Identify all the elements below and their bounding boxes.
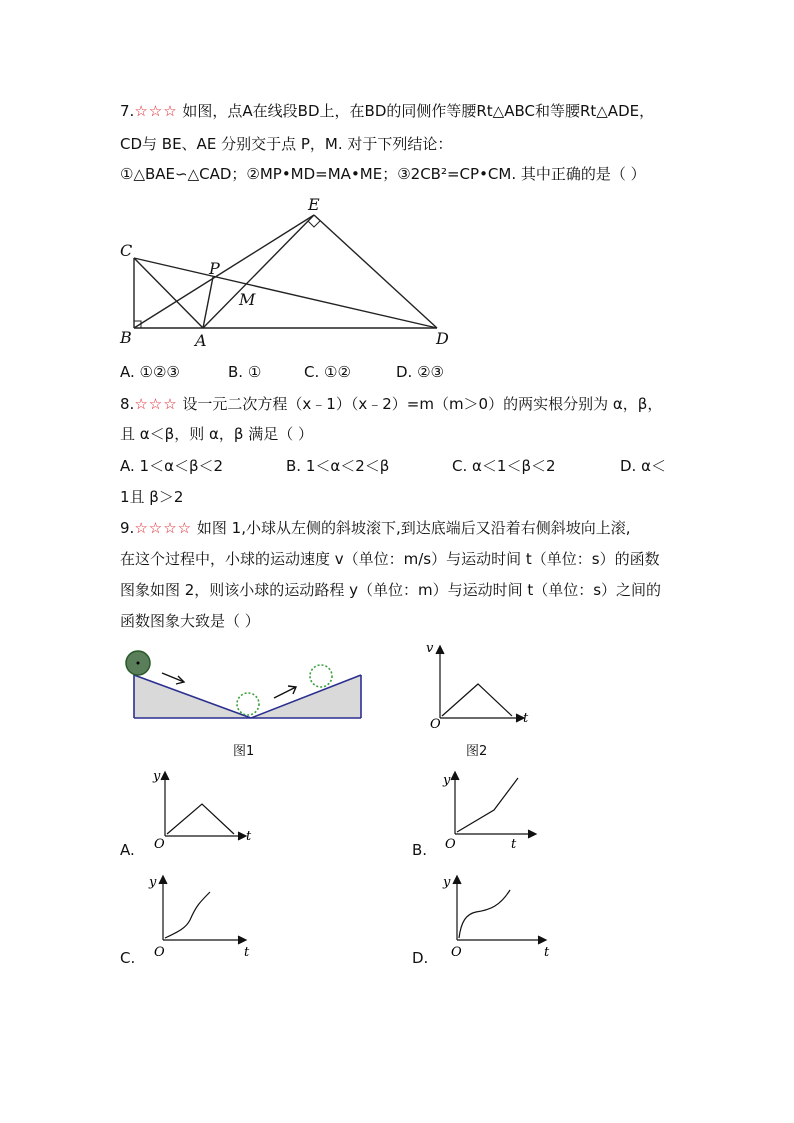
q9-number: 9. <box>120 519 135 537</box>
label-p: P <box>209 259 220 278</box>
q7-number: 7. <box>120 102 135 120</box>
q9-option-b[interactable]: B. <box>412 841 428 859</box>
q9-option-c[interactable]: C. <box>120 949 136 967</box>
q7-text-line1: 如图，点A在线段BD上，在BD的同侧作等腰Rt△ABC和等腰Rt△ADE， <box>177 102 655 120</box>
axis-v-label: v <box>426 641 434 656</box>
q9-difficulty-stars: ☆☆☆☆ <box>134 519 193 537</box>
q8-option-b[interactable]: B. 1＜α＜2＜β <box>286 457 390 475</box>
q9-figure2-vt-graph <box>420 640 540 730</box>
q9-figure1-slopes <box>120 645 370 725</box>
option-b-curve <box>457 778 518 832</box>
axis-t-label: t <box>523 711 529 726</box>
q7-difficulty-stars: ☆☆☆ <box>134 102 178 120</box>
origin-label: O <box>445 837 456 852</box>
label-d: D <box>436 329 449 348</box>
q9-option-c-graph[interactable] <box>148 870 263 960</box>
q9-fig1-caption: 图1 <box>233 744 255 759</box>
q8-option-c[interactable]: C. α＜1＜β＜2 <box>452 457 556 475</box>
axis-t-label: t <box>544 945 550 960</box>
axis-t-label: t <box>246 829 252 844</box>
q9-text-line1: 如图 1,小球从左侧的斜坡滚下,到达底端后又沿着右侧斜坡向上滚, <box>192 519 631 537</box>
q8-option-d-continued: 1且 β＞2 <box>120 488 184 506</box>
segment-cd <box>134 258 437 328</box>
q9-line4: 函数图象大致是（ ） <box>120 612 260 630</box>
label-c: C <box>120 241 133 260</box>
q7-option-c[interactable]: C. ①② <box>304 363 351 381</box>
ball-bottom-dashed <box>237 693 259 715</box>
q9-option-a[interactable]: A. <box>120 841 135 859</box>
segment-ca <box>134 258 203 328</box>
q9-line2: 在这个过程中，小球的运动速度 v（单位：m/s）与运动时间 t（单位：s）的函数 <box>120 550 660 568</box>
label-a: A <box>195 331 207 350</box>
q9-option-d-graph[interactable] <box>440 870 560 960</box>
q9-option-d[interactable]: D. <box>412 949 429 967</box>
q7-line3: ①△BAE∽△CAD；②MP•MD=MA•ME；③2CB²=CP•CM. 其中正确的是（ ） <box>120 165 646 183</box>
q7-option-b[interactable]: B. ① <box>228 363 262 381</box>
q7-option-d[interactable]: D. ②③ <box>396 363 444 381</box>
q9-line1 <box>120 518 631 538</box>
axis-t-label: t <box>244 945 250 960</box>
q7-geometry-figure <box>110 190 460 350</box>
axis-y-label: y <box>443 875 451 890</box>
right-angle-mark-e <box>308 221 320 227</box>
arrow-up-icon <box>274 687 296 698</box>
arrow-down-icon <box>162 673 184 682</box>
q8-text-line1: 设一元二次方程（x﹣1）（x﹣2）=m（m＞0）的两实根分别为 α，β， <box>177 395 663 413</box>
q7-line1 <box>120 101 654 121</box>
segment-ed <box>314 215 437 328</box>
label-m: M <box>239 290 256 309</box>
q8-option-a[interactable]: A. 1＜α＜β＜2 <box>120 457 224 475</box>
label-e: E <box>308 195 320 214</box>
q8-option-d[interactable]: D. α＜ <box>620 457 666 475</box>
origin-label: O <box>154 837 165 852</box>
option-a-curve <box>167 804 234 834</box>
axis-y-label: y <box>149 875 157 890</box>
segment-ap <box>203 277 213 328</box>
q8-difficulty-stars: ☆☆☆ <box>134 395 178 413</box>
origin-label: O <box>154 945 165 960</box>
origin-label: O <box>451 945 462 960</box>
q8-number: 8. <box>120 395 135 413</box>
axis-y-label: y <box>443 773 451 788</box>
label-b: B <box>120 328 132 347</box>
q9-option-b-graph[interactable] <box>440 768 555 853</box>
q8-line2: 且 α＜β，则 α，β 满足（ ） <box>120 425 313 443</box>
ball-right-dashed <box>310 665 332 687</box>
origin-label: O <box>430 717 441 730</box>
q9-fig2-caption: 图2 <box>466 744 488 759</box>
q7-line2: CD与 BE、AE 分别交于点 P，M. 对于下列结论： <box>120 135 453 153</box>
q9-option-a-graph[interactable] <box>148 768 263 853</box>
q9-line3: 图象如图 2，则该小球的运动路程 y（单位：m）与运动时间 t（单位：s）之间的 <box>120 581 662 599</box>
option-c-curve <box>165 892 210 938</box>
q8-line1 <box>120 394 662 414</box>
q7-option-a[interactable]: A. ①②③ <box>120 363 180 381</box>
axis-t-label: t <box>511 837 517 852</box>
axis-y-label: y <box>153 769 161 784</box>
velocity-curve <box>442 684 512 716</box>
segment-be <box>134 215 314 328</box>
option-d-curve <box>459 890 510 938</box>
